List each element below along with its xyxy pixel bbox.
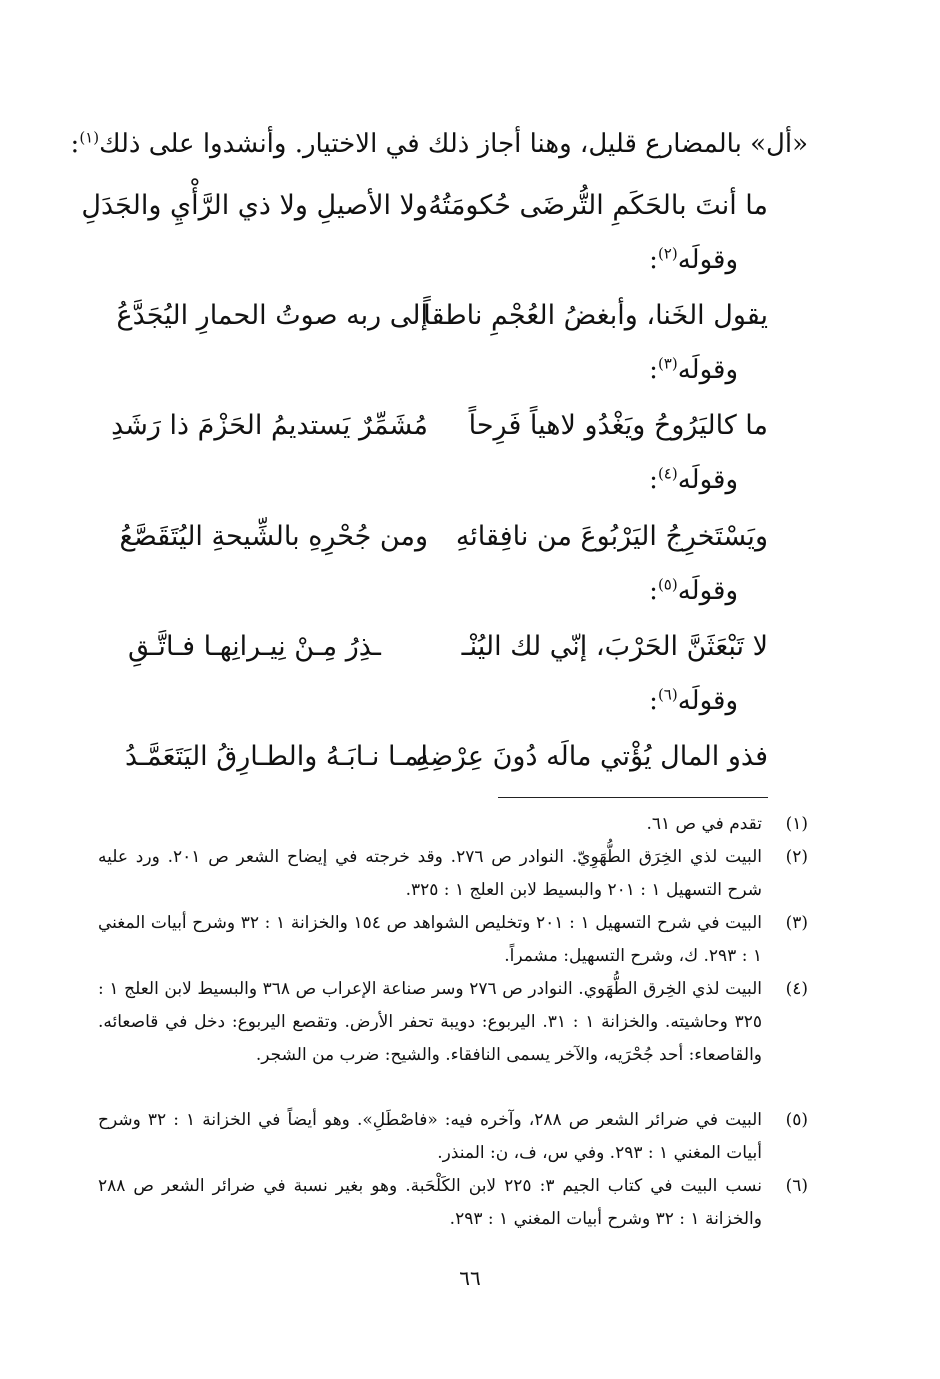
verse-first-hemistich: ما كاليَرُوحُ ويَغْدُو لاهياً فَرِحاً (468, 410, 768, 441)
qawluh-label: وقولَه (677, 686, 738, 716)
verse-first-hemistich: فذو المال يُؤْتي مالَه دُونَ عِرْضِهِ (415, 741, 768, 772)
verse (111, 403, 768, 449)
footnote-ref: (١) (79, 128, 100, 147)
footnote (98, 973, 808, 1072)
footnote-number: (٥) (785, 1110, 808, 1130)
qawluh-line (649, 460, 738, 500)
footnote (98, 1170, 808, 1236)
page-number: ٦٦ (459, 1266, 481, 1290)
qawluh-colon: : (649, 245, 658, 275)
qawluh-label: وقولَه (677, 245, 738, 275)
qawluh-colon: : (649, 686, 658, 716)
intro-text: «أل» بالمضارع قليل، وهنا أجاز ذلك في الاختيار. وأنشدوا على ذلك (99, 129, 808, 159)
qawluh-line (649, 571, 738, 611)
verse-second-hemistich: مُشَمِّرٌ يَستديمُ الحَزْمَ ذا رَشَدِ (111, 410, 428, 441)
qawluh-label: وقولَه (677, 576, 738, 606)
footnote-text: نسب البيت في كتاب الجيم ٣: ٢٢٥ لابن الكَلْحَبة. وهو بغير نسبة في ضرائر الشعر ص ٢٨٨ والخزانة ١ : ٣٢ وشرح أبيات المغني ١ : ٢٩٣. (98, 1176, 762, 1229)
qawluh-line (649, 350, 738, 390)
footnote-separator (498, 797, 768, 798)
footnote (98, 808, 808, 841)
qawluh-label: وقولَه (677, 355, 738, 385)
verse-first-hemistich: ويَسْتَخرِجُ اليَرْبُوعَ من نافِقائهِ (455, 521, 768, 552)
verse-second-hemistich: ومن جُحْرِهِ بالشِّيحةِ اليُتَقَصَّعُ (119, 521, 428, 552)
footnote-text: البيت لذي الخِرَق الطُّهَوِيّ. النوادر ص ٢٧٦. وقد خرجته في إيضاح الشعر ص ٢٠١. ورد عليه شرح التسهيل ١ : ٢٠١ والبسيط لابن العلج ١ : ٣٢٥. (98, 847, 762, 900)
footnote (98, 841, 808, 907)
qawluh-line (649, 681, 738, 721)
footnote-text: البيت في شرح التسهيل ١ : ٢٠١ وتخليص الشواهد ص ١٥٤ والخزانة ١ : ٣٢ وشرح أبيات المغني ١ : ٢٩٣. ك، وشرح التسهيل: مشمراً. (98, 913, 762, 966)
footnote-ref: (٤) (657, 464, 678, 483)
verse-first-hemistich: ما أنتَ بالحَكَمِ التُّرضَى حُكومَتُهُ (428, 190, 768, 221)
footnote-ref: (٥) (657, 575, 678, 594)
footnote-ref: (٢) (657, 244, 678, 263)
footnote-ref: (٣) (657, 354, 678, 373)
verse (81, 183, 768, 229)
verse-second-hemistich: إلى ربه صوتُ الحمارِ اليُجَدَّعُ (116, 300, 428, 331)
footnote-number: (٦) (785, 1176, 808, 1196)
verse (119, 514, 768, 560)
footnote-number: (٢) (785, 847, 808, 867)
qawluh-colon: : (649, 465, 658, 495)
verse-second-hemistich: لِمـا نـابَـهُ والطـارِقُ اليَتَعَمَّـدُ (124, 741, 428, 772)
footnote-text: البيت في ضرائر الشعر ص ٢٨٨، وآخره فيه: «فاصْطَلِ». وهو أيضاً في الخزانة ١ : ٣٢ وشرح أبيات المغني ١ : ٢٩٣. وفي س، ف، ن: المنذر. (98, 1110, 762, 1163)
footnote-text: البيت لذي الخِرق الطُّهَوي. النوادر ص ٢٧٦ وسر صناعة الإعراب ص ٣٦٨ والبسيط لابن العلج ١ : ٣٢٥ وحاشيته. والخزانة ١ : ٣١. اليربوع: دويبة تحفر الأرض. وتقصع اليربوع: دخل في قاصعائه. والقاصعاء: أحد جُحْرَيه، والآخر يسمى النافقاء. والشيح: ضرب من الشجر. (98, 979, 762, 1065)
footnote-number: (١) (785, 814, 808, 834)
footnote-number: (٣) (785, 913, 808, 933)
verse-first-hemistich: لا تَبْعَثَنَّ الحَرْبَ، إنّي لك اليُنْـ (461, 631, 768, 662)
footnote-number: (٤) (785, 979, 808, 999)
qawluh-label: وقولَه (677, 465, 738, 495)
footnote-text: تقدم في ص ٦١. (646, 814, 762, 834)
verse (116, 293, 768, 339)
verse (124, 734, 768, 780)
qawluh-line (649, 240, 738, 280)
qawluh-colon: : (649, 576, 658, 606)
verse-second-hemistich: ولا الأصيلِ ولا ذي الرَّأْيِ والجَدَلِ (81, 190, 428, 221)
footnote (98, 1104, 808, 1170)
intro-line (70, 124, 808, 164)
verse-second-hemistich: ـذِرُ مِـنْ نِيـرانِهـا فـاتَّـقِ (128, 631, 381, 662)
qawluh-colon: : (649, 355, 658, 385)
verse-first-hemistich: يقول الخَنا، وأبغضُ العُجْمِ ناطقاً (423, 300, 768, 331)
intro-colon: : (70, 129, 80, 159)
footnote-ref: (٦) (657, 685, 678, 704)
footnote (98, 907, 808, 973)
verse (128, 624, 768, 670)
